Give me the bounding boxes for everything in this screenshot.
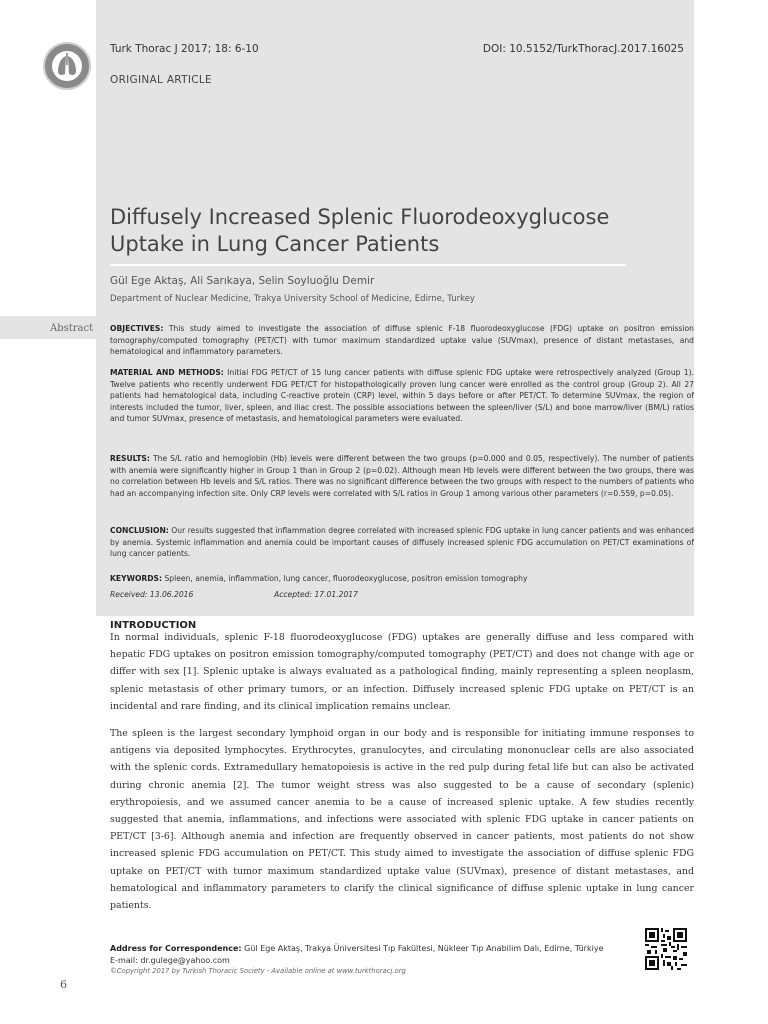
- journal-citation: Turk Thorac J 2017; 18: 6-10: [110, 43, 259, 55]
- objectives-label: OBJECTIVES:: [110, 324, 164, 333]
- author-list: Gül Ege Aktaş, Ali Sarıkaya, Selin Soyluoğlu Demir: [110, 275, 375, 287]
- article-title: Diffusely Increased Splenic Fluorodeoxyglucose Uptake in Lung Cancer Patients: [110, 205, 610, 256]
- methods-text: Initial FDG PET/CT of 15 lung cancer patients with diffuse splenic FDG uptake were retrospectively analyzed (Group 1). Twelve patients who recently underwent FDG PET/CT for histopathologically proven lung cancer were enrolled as the control group (Group 2). All 27 patients had hematological data, including C-reactive protein (CRP) level, within 5 days before or after PET/CT. To determine SUVmax, the region of interests included the tumor, liver, spleen, and iliac crest. The possible associations between the spleen/liver (S/L) and bone marrow/liver (BM/L) ratios and tumor SUVmax, presence of metastasis, and hematological parameters were evaluated.: [110, 368, 694, 423]
- results-label: RESULTS:: [110, 454, 150, 463]
- keywords-label: KEYWORDS:: [110, 574, 163, 583]
- correspondence-label: Address for Correspondence:: [110, 944, 242, 953]
- conclusion-label: CONCLUSION:: [110, 526, 169, 535]
- abstract-conclusion: [110, 525, 694, 560]
- abstract-methods: [110, 367, 694, 425]
- copyright-line: ©Copyright 2017 by Turkish Thoracic Society - Available online at www.turkthoracj.org: [110, 967, 406, 975]
- publication-dates: [110, 590, 358, 599]
- methods-label: MATERIAL AND METHODS:: [110, 368, 224, 377]
- correspondence-address: Gül Ege Aktaş, Trakya Üniversitesi Tıp Fakültesi, Nükleer Tıp Anabilim Dalı, Edirne, Türkiye: [241, 944, 604, 953]
- keywords-text: Spleen, anemia, inflammation, lung cancer, fluorodeoxyglucose, positron emission tomography: [162, 574, 528, 583]
- abstract-results: [110, 453, 694, 499]
- intro-paragraph-2: The spleen is the largest secondary lymphoid organ in our body and is responsible for initiating immune responses to antigens via deposited lymphocytes. Erythrocytes, granulocytes, and circulating mononuclear cells are also associated with the splenic cords. Extramedullary hematopoiesis is active in the red pulp during fetal life but can also be activated during chronic anemia [2]. The tumor weight stress was also suggested to be a cause of secondary (splenic) erythropoiesis, and we assumed cancer anemia to be a cause of increased splenic uptake. A few studies recently suggested that anemia, inflammations, and infections were associated with splenic FDG uptake in cancer patients on PET/CT [3-6]. Although anemia and infection are frequently observed in cancer patients, most patients do not show increased splenic FDG accumulation on PET/CT. This study aimed to investigate the association of diffuse splenic FDG uptake on PET/CT with tumor maximum standardized uptake value (SUVmax), presence of distant metastases, and hematological and inflammatory parameters to clarify the clinical significance of diffuse splenic uptake in lung cancer patients.: [110, 728, 694, 912]
- society-logo-icon: [43, 42, 91, 90]
- correspondence-block: [110, 943, 640, 966]
- introduction-heading: INTRODUCTION: [110, 620, 197, 631]
- received-date: Received: 13.06.2016: [110, 590, 194, 599]
- accepted-date: Accepted: 17.01.2017: [274, 590, 358, 599]
- page-number: 6: [60, 978, 67, 991]
- results-text: The S/L ratio and hemoglobin (Hb) levels were different between the two groups (p=0.000 and 0.05, respectively). The number of patients with anemia were significantly higher in Group 1 than in Group 2 (p=0.02). Although mean Hb levels were different between the two groups, there was no correlation between Hb levels and S/L ratios. There was no significant difference between the two groups with respect to the numbers of patients who had an accompanying infection site. Only CRP levels were correlated with S/L ratios in Group 1 among various other parameters (r=0.559, p=0.05).: [110, 454, 694, 498]
- abstract-label: Abstract: [50, 323, 94, 334]
- objectives-text: This study aimed to investigate the association of diffuse splenic F-18 fluorodeoxyglucose (FDG) uptake on positron emission tomography/computed tomography (PET/CT) with tumor maximum standardized uptake value (SUVmax), presence of distant metastases, and hematological and inflammatory parameters.: [110, 324, 694, 356]
- affiliation: Department of Nuclear Medicine, Trakya University School of Medicine, Edirne, Turkey: [110, 294, 475, 304]
- header-band: [96, 0, 694, 616]
- conclusion-text: Our results suggested that inflammation degree correlated with increased splenic FDG uptake in lung cancer patients and was enhanced by anemia. Systemic inflammation and anemia could be important causes of diffusely increased splenic FDG accumulation on PET/CT examinations of lung cancer patients.: [110, 526, 694, 558]
- qr-code-icon: [645, 928, 687, 970]
- doi-link[interactable]: DOI: 10.5152/TurkThoracJ.2017.16025: [482, 43, 684, 55]
- intro-paragraph-1: In normal individuals, splenic F-18 fluorodeoxyglucose (FDG) uptakes are generally diffuse and less compared with hepatic FDG uptakes on positron emission tomography/computed tomography (PET/CT) and does not change with age or differ with sex [1]. Splenic uptake is always evaluated as a pathological finding, mainly representing a spleen neoplasm, splenic metastasis of other primary tumors, or an infection. Diffusely increased splenic FDG uptake on PET/CT is an incidental and rare finding, and its clinical implication remains unclear.: [110, 632, 694, 712]
- abstract-keywords: [110, 573, 694, 585]
- title-divider: [110, 264, 626, 266]
- abstract-objectives: [110, 323, 694, 358]
- article-type: ORIGINAL ARTICLE: [110, 74, 212, 86]
- correspondence-email[interactable]: E-mail: dr.gulege@yahoo.com: [110, 955, 230, 965]
